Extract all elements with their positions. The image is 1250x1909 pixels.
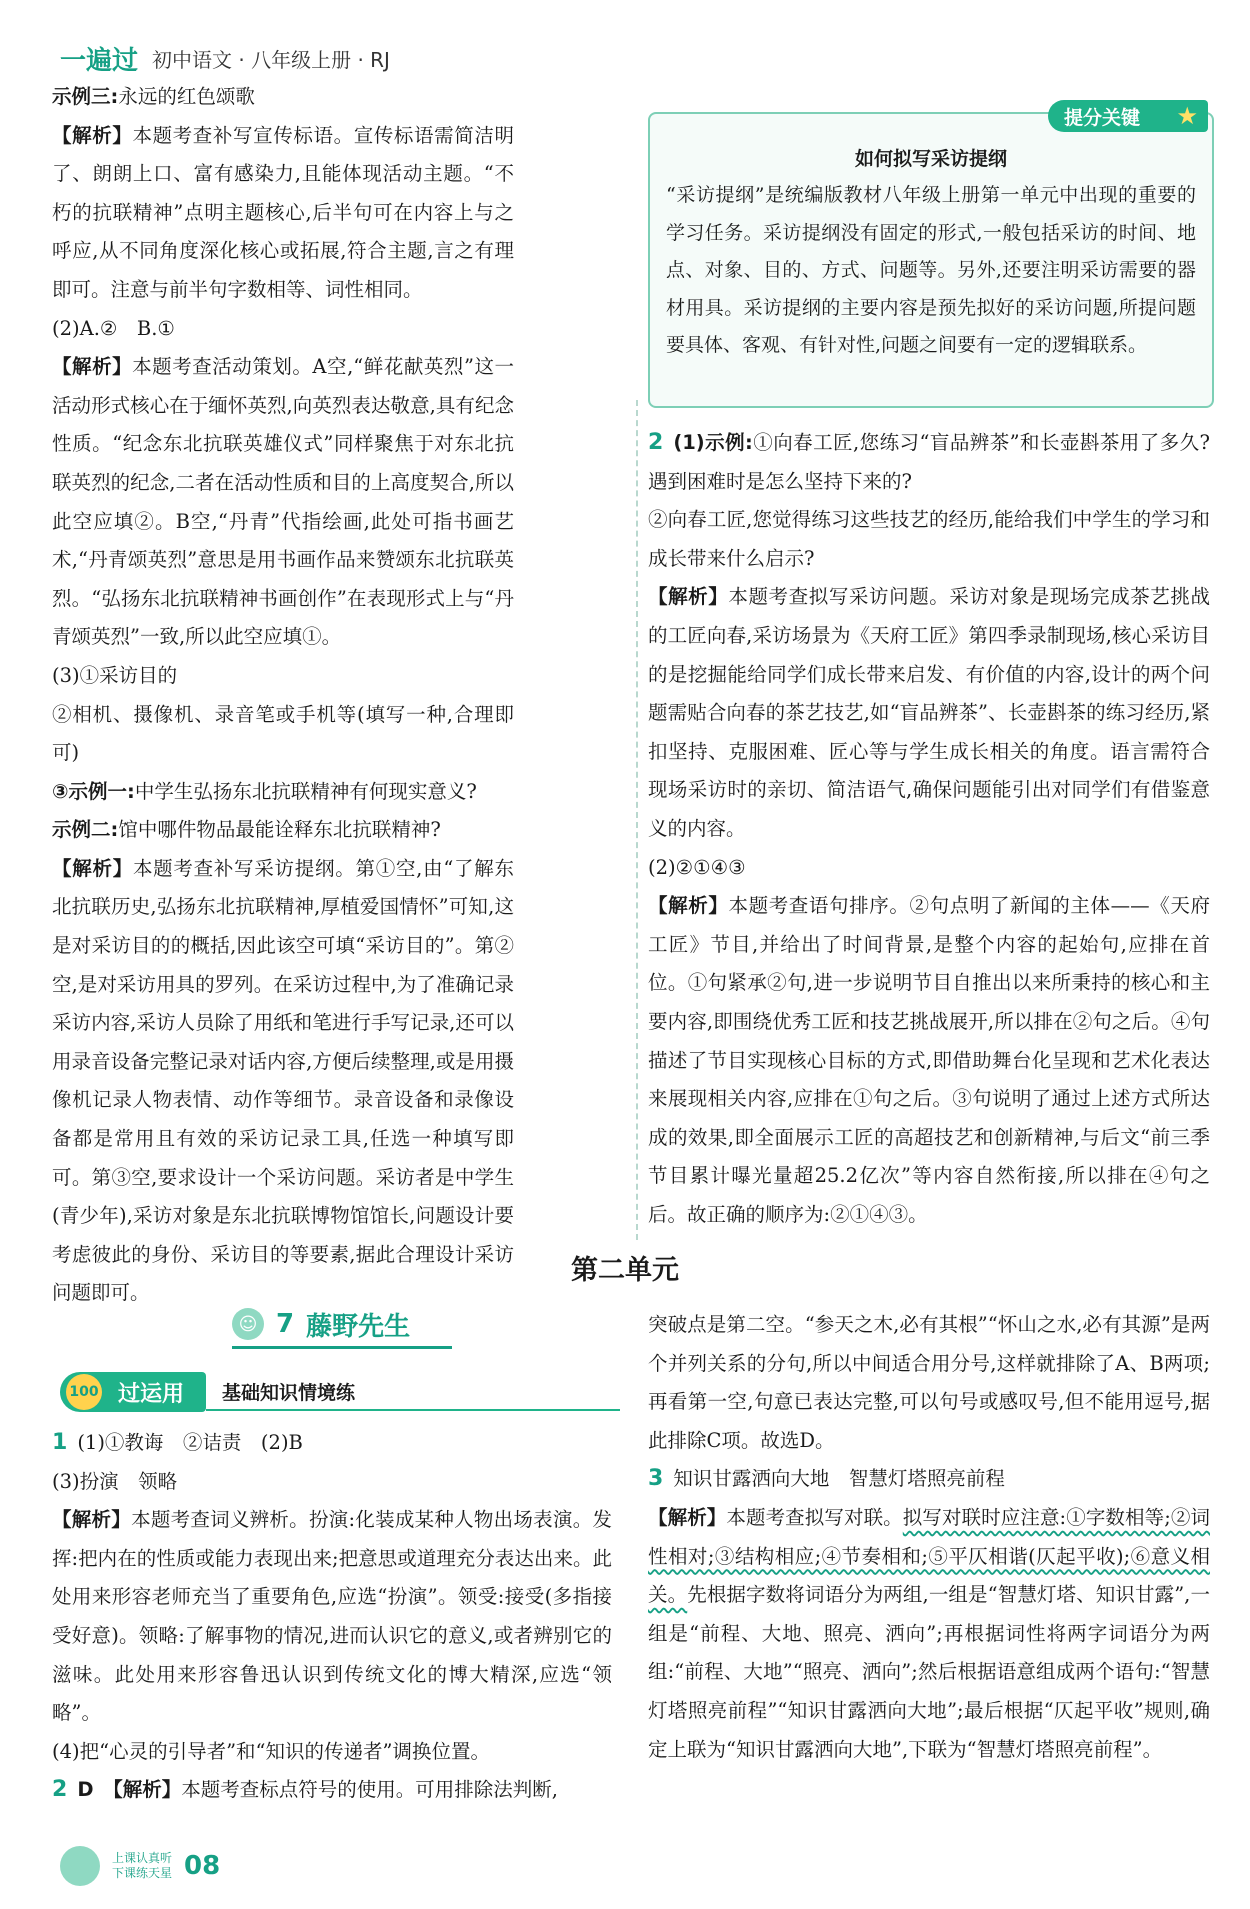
answer-text: ①向春工匠,您练习“盲品辨茶”和长壶斟茶用了多久?遇到困难时是怎么坚持下来的? (648, 431, 1210, 493)
answer-tag: D 【解析】 (77, 1778, 182, 1802)
answer-tag: 示例二: (52, 818, 119, 842)
answer-tag: 【解析】 (52, 1508, 132, 1532)
answer-paragraph (648, 501, 1210, 578)
answer-text: 永远的红色颂歌 (118, 85, 255, 108)
answer-text: ②相机、摄像机、录音笔或手机等(填写一种,合理即可) (52, 702, 514, 765)
column-divider (636, 400, 638, 1240)
lesson-heading (232, 1302, 452, 1349)
brand-logo: 一遍过 (60, 45, 139, 76)
answer-text: (3)①采访目的 (52, 663, 178, 687)
highlight-text: 拟写对联时应注意:①字数相等;②词性相对;③结构相应;④节奏相和;⑤平仄相谐(仄起平收);⑥意义相关。 (648, 1505, 1210, 1607)
mascot-icon: 100 (66, 1374, 102, 1410)
answer-text: 本题考查补写宣传标语。宣传标语需简洁明了、朗朗上口、富有感染力,且能体现活动主题。“不朽的抗联精神”点明主题核心,后半句可在内容上与之呼应,从不同角度深化核心或拓展,符合主题,言之有理即可。注意与前半句字数相等、词性相同。 (52, 123, 514, 301)
page-header (60, 38, 390, 78)
question-number: 2 (648, 430, 664, 455)
answer-text: (3)扮演 领略 (52, 1469, 178, 1493)
answer-tag: 示例三: (52, 85, 119, 108)
motto-line-2: 下课练天星 (112, 1866, 173, 1880)
section-subtitle: 基础知识情境练 (206, 1373, 620, 1411)
tip-badge-label: 提分关键 (1064, 106, 1141, 129)
right-column-bottom (648, 1306, 1210, 1769)
answer-text: (4)把“心灵的引导者”和“知识的传递者”调换位置。 (52, 1739, 490, 1763)
answer-paragraph (52, 1733, 612, 1772)
section-bar (60, 1372, 620, 1412)
answer-tag: 【解析】 (52, 123, 133, 147)
answer-paragraph (52, 310, 514, 349)
answer-paragraph (648, 1306, 1210, 1460)
page-footer (60, 1846, 220, 1886)
answer-tag: 【解析】 (52, 856, 133, 880)
answer-paragraph (52, 811, 514, 850)
answer-text: 本题考查拟写对联。 (726, 1505, 903, 1529)
unit-title: 第二单元 (571, 1255, 679, 1286)
answer-paragraph (52, 657, 514, 696)
answer-text: 本题考查语句排序。②句点明了新闻的主体——《天府工匠》节目,并给出了时间背景,是整个内容的起始句,应排在首位。①句紧承②句,进一步说明节目自推出以来所秉持的核心和主要内容,即围绕优秀工匠和技艺挑战展开,所以排在②句之后。④句描述了节目实现核心目标的方式,即借助舞台化呈现和艺术化表达来展现相关内容,应排在①句之后。③句说明了通过上述方式所达成的效果,即全面展示工匠的高超技艺和创新精神,与后文“前三季节目累计曝光量超25.2亿次”等内容自然衔接,所以排在④句之后。故正确的顺序为:②①④③。 (648, 894, 1210, 1226)
motto-line-1: 上课认真听 (112, 1851, 173, 1865)
answer-text: 本题考查词义辨析。扮演:化装成某种人物出场表演。发挥:把内在的性质或能力表现出来;把意思或道理充分表达出来。此处用来形容老师充当了重要角色,应选“扮演”。领受:接受(多指接受好意)。领略:了解事物的情况,进而认识它的意义,或者辨别它的滋味。此处用来形容鲁迅认识到传统文化的博大精深,应选“领略”。 (52, 1508, 612, 1725)
tip-badge (1048, 100, 1208, 132)
answer-tag: ③示例一: (52, 779, 135, 803)
answer-text: ②向春工匠,您觉得练习这些技艺的经历,能给我们中学生的学习和成长带来什么启示? (648, 508, 1210, 570)
tip-box-title: 如何拟写采访提纲 (854, 148, 1007, 170)
answer-tag: 【解析】 (648, 894, 729, 918)
lesson-title: 藤野先生 (306, 1311, 411, 1342)
tip-box (648, 112, 1214, 408)
answer-text: 本题考查拟写采访问题。采访对象是现场完成茶艺挑战的工匠向春,采访场景为《天府工匠》第四季录制现场,核心采访目的是挖掘能给同学们成长带来启发、有价值的内容,设计的两个问题需贴合向春的茶艺技艺,如“盲品辨茶”、长壶斟茶的练习经历,紧扣坚持、克服困难、匠心等与学生成长相关的角度。语言需符合现场采访时的亲切、简洁语气,确保问题能引出对同学们有借鉴意义的内容。 (648, 585, 1210, 840)
answer-paragraph (648, 424, 1210, 501)
answer-paragraph (648, 887, 1210, 1234)
answer-tag: (1)示例: (673, 431, 753, 454)
lesson-icon: ☺ (232, 1308, 264, 1340)
question-number: 2 (52, 1777, 68, 1803)
answer-text: 本题考查标点符号的使用。可用排除法判断, (181, 1778, 558, 1802)
answer-tag: 【解析】 (52, 355, 133, 379)
answer-text: 本题考查活动策划。A空,“鲜花献英烈”这一活动形式核心在于缅怀英烈,向英烈表达敬意,具有纪念性质。“纪念东北抗联英雄仪式”同样聚焦于对东北抗联英烈的纪念,二者在活动性质和目的上高度契合,所以此空应填②。B空,“丹青”代指绘画,此处可指书画艺术,“丹青颂英烈”意思是用书画作品来赞颂东北抗联英烈。“弘扬东北抗联精神书画创作”在表现形式上与“丹青颂英烈”一致,所以此空应填①。 (52, 355, 514, 649)
answer-paragraph (52, 1501, 612, 1733)
answer-text: 知识甘露洒向大地 智慧灯塔照亮前程 (673, 1467, 1005, 1491)
tip-box-body: “采访提纲”是统编版教材八年级上册第一单元中出现的重要的学习任务。采访提纲没有固定的形式,一般包括采访的时间、地点、对象、目的、方式、问题等。另外,还要注明采访需要的器材用具。采访提纲的主要内容是预先拟好的采访问题,所提问题要具体、客观、有针对性,问题之间要有一定的逻辑联系。 (666, 184, 1196, 356)
book-title: 初中语文 · 八年级上册 · RJ (152, 47, 390, 72)
answer-paragraph (52, 696, 514, 773)
answer-paragraph (52, 850, 514, 1313)
left-column-top (52, 78, 514, 1313)
answer-text: 中学生弘扬东北抗联精神有何现实意义? (134, 779, 477, 803)
lesson-number: 7 (276, 1309, 295, 1339)
answer-paragraph (52, 1424, 612, 1463)
answer-text: (1)①教诲 ②诘责 (2)B (77, 1431, 303, 1454)
section-tag (60, 1372, 206, 1412)
answer-tag: 【解析】 (648, 1505, 727, 1529)
page-number: 08 (184, 1851, 221, 1881)
answer-paragraph (52, 78, 514, 117)
answer-text: 本题考查补写采访提纲。第①空,由“了解东北抗联历史,弘扬东北抗联精神,厚植爱国情怀”可知,这是对采访目的的概括,因此该空可填“采访目的”。第②空,是对采访用具的罗列。在采访过程中,为了准确记录采访内容,采访人员除了用纸和笔进行手写记录,还可以用录音设备完整记录对话内容,方便后续整理,或是用摄像机记录人物表情、动作等细节。录音设备和录像设备都是常用且有效的采访记录工具,任选一种填写即可。第③空,要求设计一个采访问题。采访者是中学生(青少年),采访对象是东北抗联博物馆馆长,问题设计要考虑彼此的身份、采访目的等要素,据此合理设计采访问题即可。 (52, 856, 514, 1305)
right-column-top (648, 424, 1210, 1234)
answer-text: 先根据字数将词语分为两组,一组是“智慧灯塔、知识甘露”,一组是“前程、大地、照亮、洒向”;再根据词性将两字词语分为两组:“前程、大地”“照亮、洒向”;然后根据语意组成两个语句:“智慧灯塔照亮前程”“知识甘露洒向大地”;最后根据“仄起平收”规则,确定上联为“知识甘露洒向大地”,下联为“智慧灯塔照亮前程”。 (648, 1583, 1210, 1761)
answer-text: 突破点是第二空。“参天之木,必有其根”“怀山之水,必有其源”是两个并列关系的分句,所以中间适合用分号,这样就排除了A、B两项;再看第一空,句意已表达完整,可以句号或感叹号,但不能用逗号,据此排除C项。故选D。 (648, 1313, 1210, 1452)
left-column-bottom (52, 1424, 612, 1810)
answer-paragraph (648, 1460, 1210, 1499)
answer-tag: 【解析】 (648, 585, 729, 609)
answer-text: (2)②①④③ (648, 855, 746, 879)
section-tag-label: 过运用 (118, 1381, 185, 1407)
mascot-icon (60, 1846, 100, 1886)
answer-paragraph (648, 849, 1210, 888)
answer-paragraph (52, 348, 514, 657)
answer-paragraph (648, 1499, 1210, 1769)
answer-paragraph (52, 117, 514, 310)
answer-paragraph (52, 1771, 612, 1810)
answer-paragraph (52, 1463, 612, 1502)
answer-paragraph (52, 773, 514, 812)
answer-paragraph (648, 578, 1210, 848)
question-number: 1 (52, 1430, 68, 1455)
answer-text: (2)A.② B.① (52, 316, 175, 340)
question-number: 3 (648, 1466, 664, 1492)
star-icon: ★ (1176, 102, 1198, 130)
footer-motto (112, 1851, 172, 1881)
answer-text: 馆中哪件物品最能诠释东北抗联精神? (118, 818, 441, 842)
